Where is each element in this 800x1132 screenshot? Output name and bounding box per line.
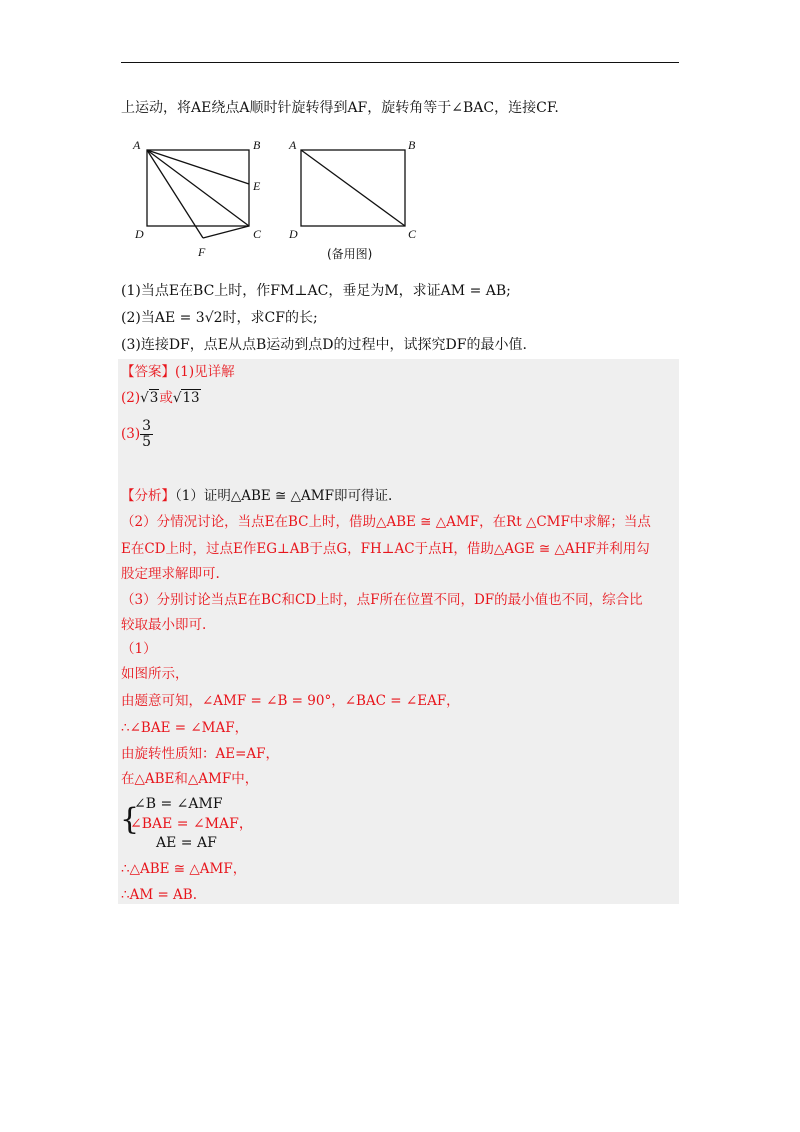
label-c: C xyxy=(253,227,262,241)
fraction-answer: $\frac{3}{5}$ xyxy=(142,418,152,450)
solution-step-6: 在△ABE和△AMF中， xyxy=(121,771,259,787)
spare-figure xyxy=(301,150,405,226)
solution-step-8: ∴AM = AB. xyxy=(121,887,198,903)
system-brace: { xyxy=(120,802,140,837)
intro-line: 上运动，将AE绕点A顺时针旋转得到AF，旋转角等于∠BAC，连接CF. xyxy=(121,100,559,116)
answer-1: (1)见详解 xyxy=(175,364,235,380)
answer-label: 【答案】 xyxy=(121,364,175,380)
spare-label-a: A xyxy=(289,138,297,152)
label-f: F xyxy=(198,245,206,259)
spare-label-b: B xyxy=(408,138,416,152)
analysis-line-1: 【分析】（1）证明△ABE ≅ △AMF即可得证. xyxy=(121,488,393,504)
system-line-1: ∠B = ∠AMF xyxy=(134,796,223,812)
label-e: E xyxy=(253,179,261,193)
segment-ac xyxy=(147,150,249,226)
label-d: D xyxy=(135,227,144,241)
solution-step-3: 由题意可知，∠AMF = ∠B = 90°，∠BAC = ∠EAF， xyxy=(121,693,460,709)
spare-label-d: D xyxy=(289,227,298,241)
question-2: (2)当AE = 3√2时，求CF的长; xyxy=(121,310,318,326)
solution-step-1: （1） xyxy=(121,641,157,657)
system-line-2: ∠BAE = ∠MAF， xyxy=(130,816,253,832)
analysis-p2-l3: 股定理求解即可. xyxy=(121,566,220,582)
header-rule xyxy=(121,62,679,63)
segment-cf xyxy=(203,226,249,238)
answer-line-1 xyxy=(121,362,235,382)
solution-step-5: 由旋转性质知：AE=AF， xyxy=(121,746,280,762)
segment-ae xyxy=(147,150,249,184)
figure-caption: (备用图) xyxy=(327,247,373,261)
label-b: B xyxy=(253,138,261,152)
analysis-p2-l2: E在CD上时，过点E作EG⊥AB于点G，FH⊥AC于点H，借助△AGE ≅ △AHF并利用勾 xyxy=(121,541,650,557)
question-3: (3)连接DF，点E从点B运动到点D的过程中，试探究DF的最小值. xyxy=(121,337,527,353)
label-a: A xyxy=(133,138,141,152)
answer-line-2: (2)√3或√13 xyxy=(121,390,200,406)
question-1: (1)当点E在BC上时，作FM⊥AC，垂足为M，求证AM = AB; xyxy=(121,283,511,299)
solution-step-7: ∴△ABE ≅ △AMF， xyxy=(121,861,247,877)
answer-line-3: (3) $\frac{3}{5}$ xyxy=(121,418,152,450)
system-line-3: AE = AF xyxy=(156,835,217,851)
analysis-p3-l1: （3）分别讨论当点E在BC和CD上时，点F所在位置不同，DF的最小值也不同，综合比 xyxy=(121,592,643,608)
geometry-figure xyxy=(121,132,431,264)
analysis-p3-l2: 较取最小即可. xyxy=(121,617,207,633)
spare-diagonal xyxy=(301,150,405,226)
solution-step-4: ∴∠BAE = ∠MAF， xyxy=(121,720,249,736)
segment-af xyxy=(147,150,203,238)
main-figure xyxy=(147,150,249,238)
analysis-label: 【分析】 xyxy=(121,488,175,504)
analysis-p2-l1: （2）分情况讨论，当点E在BC上时，借助△ABE ≅ △AMF，在Rt △CMF中求解；当点 xyxy=(121,514,651,530)
solution-step-2: 如图所示， xyxy=(121,666,189,682)
spare-label-c: C xyxy=(408,227,417,241)
